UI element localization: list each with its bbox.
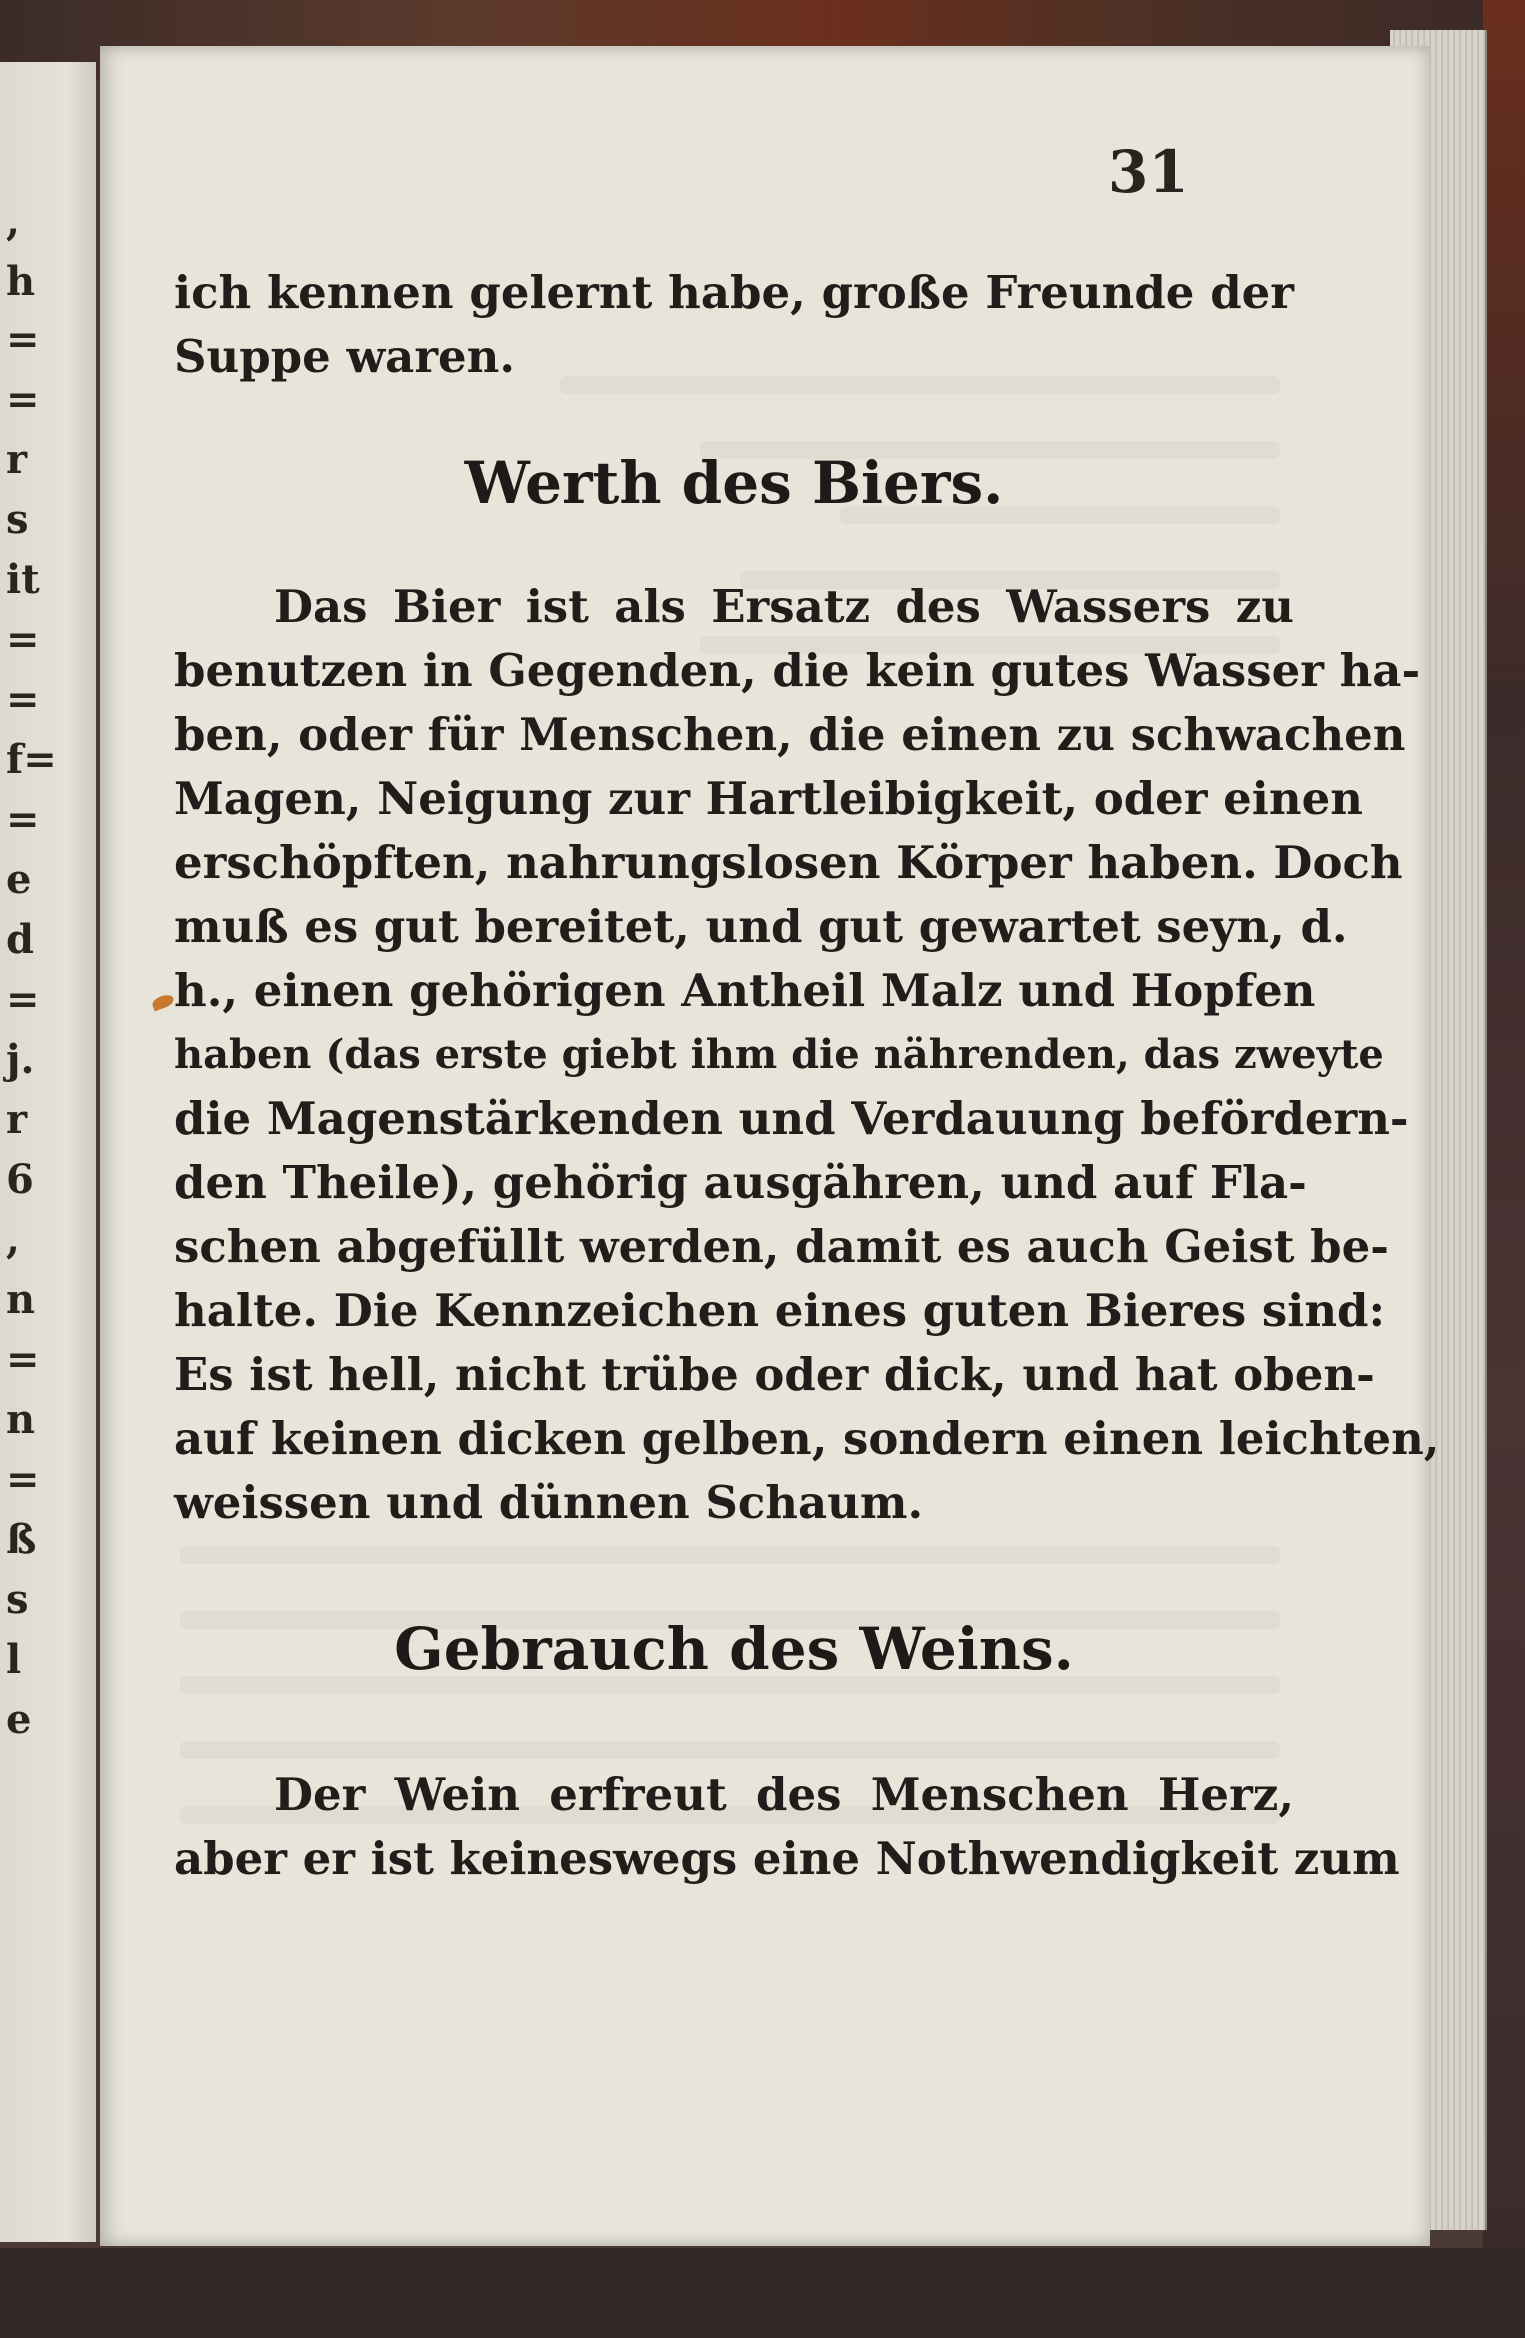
text-line: den Theile), gehörig ausgähren, und auf Fla- bbox=[174, 1156, 1307, 1209]
text-line: erschöpften, nahrungslosen Körper haben. Doch bbox=[174, 836, 1403, 889]
text-line: Suppe waren. bbox=[174, 330, 516, 383]
text-line: weissen und dünnen Schaum. bbox=[174, 1476, 924, 1529]
page-number: 31 bbox=[1108, 138, 1189, 206]
text-line: ich kennen gelernt habe, große Freunde der bbox=[174, 266, 1294, 319]
text-line: Das Bier ist als Ersatz des Wassers zu bbox=[274, 580, 1294, 633]
left-fragment: = bbox=[6, 1456, 40, 1503]
book-cover-bottom bbox=[0, 2248, 1525, 2338]
left-fragment: n bbox=[6, 1276, 36, 1323]
left-fragment: s bbox=[6, 496, 29, 543]
left-fragment: d bbox=[6, 916, 34, 963]
page-text bbox=[174, 261, 1440, 1891]
section-heading-wine: Gebrauch des Weins. bbox=[394, 1615, 1074, 1683]
text-line: haben (das erste giebt ihm die nährenden, das zweyte bbox=[174, 1031, 1384, 1078]
text-line: die Magenstärkenden und Verdauung befördern- bbox=[174, 1092, 1409, 1145]
text-line: aber er ist keineswegs eine Nothwendigkeit zum bbox=[174, 1832, 1400, 1885]
left-fragment: h bbox=[6, 258, 36, 305]
left-fragment: e bbox=[6, 856, 32, 903]
ink-mark bbox=[151, 993, 176, 1012]
left-fragment: e bbox=[6, 1696, 32, 1743]
left-fragment: = bbox=[6, 376, 40, 423]
left-fragment: l bbox=[6, 1636, 22, 1683]
left-fragment: s bbox=[6, 1576, 29, 1623]
left-fragment: , bbox=[6, 198, 20, 245]
text-line: Es ist hell, nicht trübe oder dick, und hat oben- bbox=[174, 1348, 1375, 1401]
text-line: halte. Die Kennzeichen eines guten Bieres sind: bbox=[174, 1284, 1386, 1337]
previous-page-edge bbox=[0, 62, 96, 2242]
text-line: Magen, Neigung zur Hartleibigkeit, oder einen bbox=[174, 772, 1363, 825]
left-fragment: = bbox=[6, 616, 40, 663]
left-fragment: ß bbox=[6, 1516, 37, 1563]
left-fragment: 6 bbox=[6, 1156, 34, 1203]
text-line: ben, oder für Menschen, die einen zu schwachen bbox=[174, 708, 1406, 761]
left-fragment: = bbox=[6, 676, 40, 723]
text-line: h., einen gehörigen Antheil Malz und Hopfen bbox=[174, 964, 1316, 1017]
book-page bbox=[100, 46, 1440, 2246]
left-fragment: j. bbox=[6, 1036, 35, 1083]
previous-page-fragments bbox=[0, 62, 96, 2242]
text-line: schen abgefüllt werden, damit es auch Geist be- bbox=[174, 1220, 1389, 1273]
left-fragment: = bbox=[6, 1336, 40, 1383]
left-fragment: = bbox=[6, 796, 40, 843]
text-line: auf keinen dicken gelben, sondern einen leichten, bbox=[174, 1412, 1440, 1465]
left-fragment: f= bbox=[6, 736, 57, 783]
left-fragment: = bbox=[6, 316, 40, 363]
text-line: benutzen in Gegenden, die kein gutes Wasser ha- bbox=[174, 644, 1421, 697]
book-cover-right bbox=[1483, 0, 1525, 2338]
left-fragment: r bbox=[6, 436, 28, 483]
left-fragment: r bbox=[6, 1096, 28, 1143]
left-fragment: , bbox=[6, 1216, 20, 1263]
left-fragment: n bbox=[6, 1396, 36, 1443]
left-fragment: it bbox=[6, 556, 40, 603]
left-fragment: = bbox=[6, 976, 40, 1023]
text-line: muß es gut bereitet, und gut gewartet seyn, d. bbox=[174, 900, 1348, 953]
section-heading-beer: Werth des Biers. bbox=[464, 449, 1004, 517]
text-line: Der Wein erfreut des Menschen Herz, bbox=[274, 1768, 1294, 1821]
